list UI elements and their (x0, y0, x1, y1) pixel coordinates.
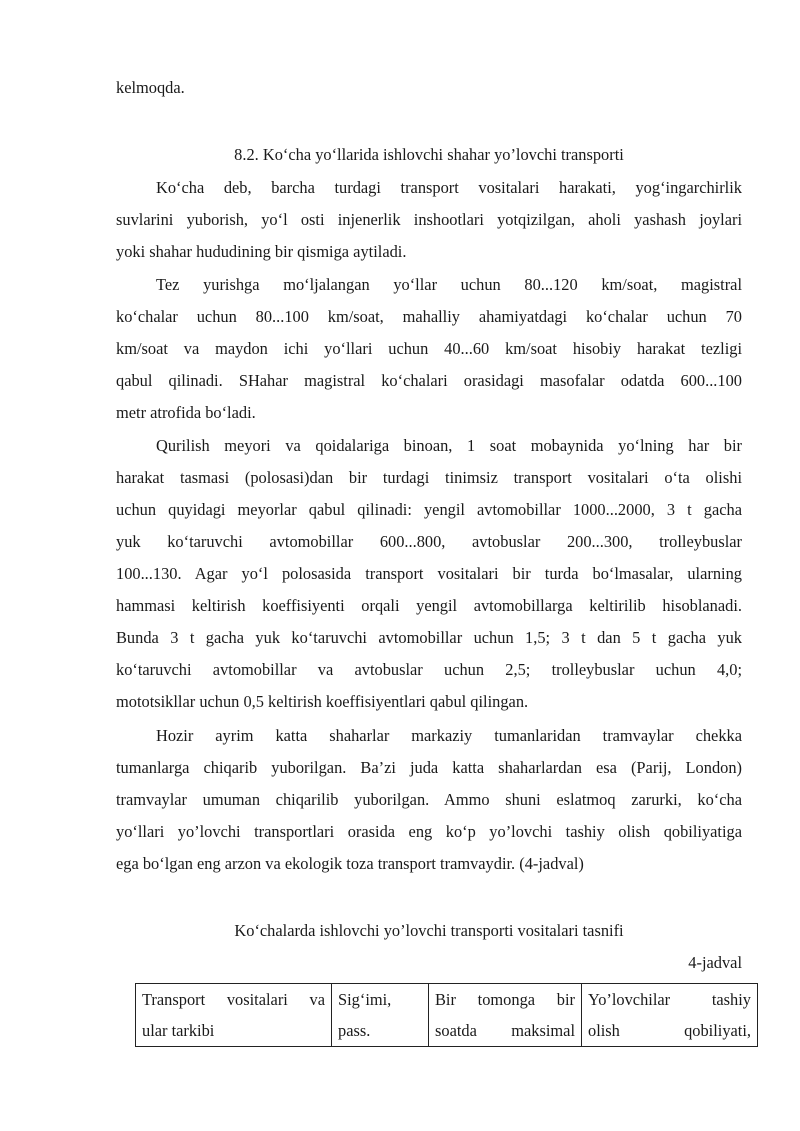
cell-line: Sig‘imi, (338, 990, 392, 1009)
paragraph-line: ko‘taruvchi avtomobillar va avtobuslar uchun 2,5; trolleybuslar uchun 4,0; (116, 660, 742, 679)
paragraph-line: Bunda 3 t gacha yuk ko‘taruvchi avtomobillar uchun 1,5; 3 t dan 5 t gacha yuk (116, 628, 742, 647)
cell-line: pass. (338, 1021, 371, 1040)
table-header-row (136, 984, 758, 1047)
paragraph-line: mototsikllar uchun 0,5 keltirish koeffisiyentlari qabul qilingan. (116, 692, 529, 711)
paragraph-line: harakat tasmasi (polosasi)dan bir turdagi tinimsiz transport vositalari o‘ta olishi (116, 468, 742, 487)
paragraph-line: tramvaylar umuman chiqarilib yuborilgan. Ammo shuni eslatmoq zarurki, ko‘cha (116, 790, 742, 809)
paragraph-line: Tez yurishga mo‘ljalangan yo‘llar uchun 80...120 km/soat, magistral (156, 275, 742, 294)
cell-line: Transport vositalari va (142, 990, 325, 1009)
section-heading: 8.2. Ko‘cha yo‘llarida ishlovchi shahar yo’lovchi transporti (234, 145, 624, 164)
cell-line: soatda maksimal (435, 1021, 575, 1040)
continuation-text: kelmoqda. (116, 78, 185, 97)
paragraph-line: km/soat va maydon ichi yo‘llari uchun 40...60 km/soat hisobiy harakat tezligi (116, 339, 742, 358)
paragraph-line: hammasi keltirish koeffisiyenti orqali yengil avtomobillarga keltirilib hisoblanadi. (116, 596, 742, 615)
paragraph-line: Hozir ayrim katta shaharlar markaziy tumanlaridan tramvaylar chekka (156, 726, 742, 745)
table-header-cell (582, 984, 758, 1047)
paragraph-line: Ko‘cha deb, barcha turdagi transport vositalari harakati, yog‘ingarchirlik (156, 178, 742, 197)
table-header-cell (332, 984, 429, 1047)
paragraph-line: yuk ko‘taruvchi avtomobillar 600...800, avtobuslar 200...300, trolleybuslar (116, 532, 742, 551)
transport-table (135, 983, 758, 1047)
paragraph-line: metr atrofida bo‘ladi. (116, 403, 256, 422)
paragraph-line: suvlarini yuborish, yo‘l osti injenerlik inshootlari yotqizilgan, aholi yashash joylari (116, 210, 742, 229)
paragraph-line: Qurilish meyori va qoidalariga binoan, 1 soat mobaynida yo‘lning har bir (156, 436, 742, 455)
table-caption: Ko‘chalarda ishlovchi yo’lovchi transporti vositalari tasnifi (234, 921, 624, 940)
table-header-cell (429, 984, 582, 1047)
cell-line: Bir tomonga bir (435, 990, 575, 1009)
paragraph-line: yoki shahar hududining bir qismiga aytiladi. (116, 242, 407, 261)
paragraph-line: ko‘chalar uchun 80...100 km/soat, mahalliy ahamiyatdagi ko‘chalar uchun 70 (116, 307, 742, 326)
paragraph-line: ega bo‘lgan eng arzon va ekologik toza transport tramvaydir. (4-jadval) (116, 854, 584, 873)
paragraph-line: yo‘llari yo’lovchi transportlari orasida eng ko‘p yo’lovchi tashiy olish qobiliyatiga (116, 822, 742, 841)
cell-line: ular tarkibi (142, 1021, 215, 1040)
paragraph-line: qabul qilinadi. SHahar magistral ko‘chalari orasidagi masofalar odatda 600...100 (116, 371, 742, 390)
paragraph-line: tumanlarga chiqarib yuborilgan. Ba’zi juda katta shaharlardan esa (Parij, London) (116, 758, 742, 777)
paragraph-line: 100...130. Agar yo‘l polosasida transport vositalari bir turda bo‘lmasalar, ularning (116, 564, 742, 583)
table-header-cell (136, 984, 332, 1047)
cell-line: olish qobiliyati, (588, 1021, 751, 1040)
paragraph-line: uchun quyidagi meyorlar qabul qilinadi: yengil avtomobillar 1000...2000, 3 t gacha (116, 500, 742, 519)
cell-line: Yo’lovchilar tashiy (588, 990, 751, 1009)
table-label: 4-jadval (688, 953, 742, 972)
